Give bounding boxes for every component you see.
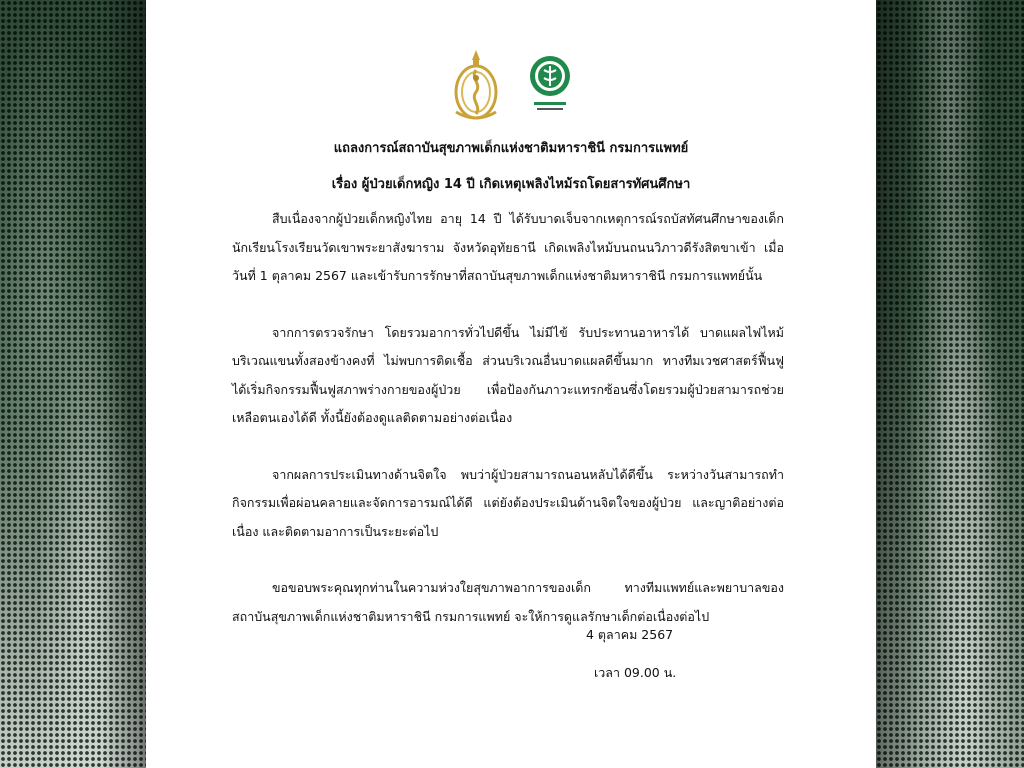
paragraph: สืบเนื่องจากผู้ป่วยเด็กหญิงไทย อายุ 14 ปี ได้รับบาดเจ็บจากเหตุการณ์รถบัสทัศนศึกษาของเด็กนักเรียนโรงเรียนวัดเขาพระยาสังฆาราม จังหวัดอุทัยธานี เกิดเพลิงไหม้บนถนนวิภาวดีรังสิตขาเข้า เมื่อวันที่ 1 ตุลาคม 2567 และเข้ารับการรักษาที่สถาบันสุขภาพเด็กแห่งชาติมหาราชินี กรมการแพทย์นั้น: [232, 211, 784, 283]
background-photo-right: [876, 0, 1024, 768]
logo-row: [146, 48, 876, 124]
background-photo-left: [0, 0, 146, 768]
document-subject: เรื่อง ผู้ป่วยเด็กหญิง 14 ปี เกิดเหตุเพลิงไหม้รถโดยสารทัศนศึกษา: [331, 177, 691, 192]
announcement-document: [146, 0, 876, 768]
department-of-medical-services-logo-icon: [526, 54, 574, 118]
document-title: แถลงการณ์สถาบันสุขภาพเด็กแห่งชาติมหาราชินี กรมการแพทย์: [333, 141, 689, 156]
royal-emblem-icon: [448, 48, 504, 124]
document-time: เวลา 09.00 น.: [594, 665, 677, 680]
document-body: [232, 205, 784, 659]
document-date: 4 ตุลาคม 2567: [586, 627, 674, 642]
paragraph: จากผลการประเมินทางด้านจิตใจ พบว่าผู้ป่วยสามารถนอนหลับได้ดีขึ้น ระหว่างวันสามารถทำกิจกรรมเพื่อผ่อนคลายและจัดการอารมณ์ได้ดี แต่ยังต้องประเมินด้านจิตใจของผู้ป่วย และญาติอย่างต่อเนื่อง และติดตามอาการเป็นระยะต่อไป: [232, 466, 784, 539]
paragraph: ขอขอบพระคุณทุกท่านในความห่วงใยสุขภาพอาการของเด็ก ทางทีมแพทย์และพยาบาลของสถาบันสุขภาพเด็กแห่งชาติมหาราชินี กรมการแพทย์ จะให้การดูแลรักษาเด็กต่อเนื่องต่อไป: [232, 580, 784, 624]
paragraph: จากการตรวจรักษา โดยรวมอาการทั่วไปดีขึ้น ไม่มีไข้ รับประทานอาหารได้ บาดแผลไฟไหม้บริเวณแขนทั้งสองข้างคงที่ ไม่พบการติดเชื้อ ส่วนบริเวณอื่นบาดแผลดีขึ้นมาก ทางทีมเวชศาสตร์ฟื้นฟู ได้เริ่มกิจกรรมฟื้นฟูสภาพร่างกายของผู้ป่วย เพื่อป้องกันภาวะแทรกซ้อนซึ่งโดยรวมผู้ป่วยสามารถช่วยเหลือตนเองได้ดี ทั้งนี้ยังต้องดูแลติดตามอย่างต่อเนื่อง: [232, 324, 784, 425]
